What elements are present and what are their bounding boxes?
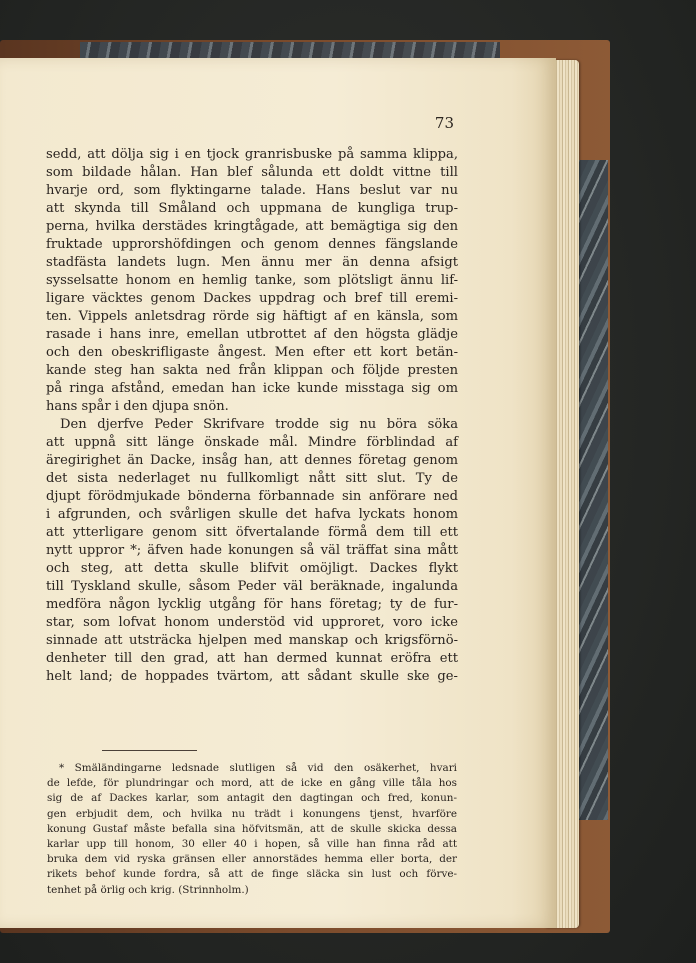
- text-line: till Tyskland skulle, såsom Peder väl beräknade, ingalunda: [46, 579, 458, 594]
- text-line: Den djerfve Peder Skrifvare trodde sig nu böra söka: [60, 417, 458, 432]
- text-line: ligare väcktes genom Dackes uppdrag och bref till eremi-: [46, 291, 458, 306]
- text-line: sinnade att utsträcka hjelpen med manskap och krigsförnö-: [46, 633, 458, 648]
- text-line: hvarje ord, som flyktingarne talade. Hans beslut var nu: [46, 183, 458, 198]
- footnote-line: sig de af Dackes karlar, som antagit den dagtingan och fred, konun-: [47, 792, 457, 805]
- footnote-line: gen erbjudit dem, och hvilka nu trädt i konungens tjenst, hvarföre: [47, 807, 457, 820]
- text-line: på ringa afstånd, emedan han icke kunde misstaga sig om: [46, 381, 458, 396]
- footnote-rule: [102, 750, 197, 751]
- book-page: [0, 58, 556, 928]
- text-line: i afgrunden, och svårligen skulle det hafva lyckats honom: [46, 507, 458, 522]
- text-line: medföra någon lycklig utgång för hans företag; ty de fur-: [46, 597, 458, 612]
- text-line: rasade i hans inre, emellan utbrottet af den högsta glädje: [46, 327, 458, 342]
- footnote-line: tenhet på örlig och krig. (Strinnholm.): [47, 883, 249, 896]
- page-number: 73: [434, 114, 454, 132]
- footnote-line: * Smäländingarne ledsnade slutligen så vid den osäkerhet, hvari: [59, 762, 457, 774]
- text-line: helt land; de hoppades tvärtom, att sådant skulle ske ge-: [46, 669, 458, 684]
- text-line: nytt uppror *; äfven hade konungen så väl träffat sina mått: [46, 543, 458, 558]
- text-line: ten. Vippels anletsdrag rörde sig häftigt af en känsla, som: [46, 309, 458, 324]
- text-line: äregirighet än Dacke, insåg han, att dennes företag genom: [46, 453, 458, 468]
- footnote-line: rikets behof kunde fordra, så att de finge släcka sin lust och förve-: [47, 868, 457, 881]
- text-line: och steg, att detta skulle blifvit omöjligt. Dackes flykt: [46, 561, 458, 576]
- text-line: fruktade upprorshöfdingen och genom dennes fängslande: [46, 237, 458, 252]
- text-line: denheter till den grad, att han dermed kunnat eröfra ett: [46, 651, 458, 666]
- text-line: som bildade hålan. Han blef sålunda ett doldt vittne till: [46, 165, 458, 180]
- text-line: hans spår i den djupa snön.: [46, 399, 229, 414]
- body-text: [46, 146, 458, 686]
- text-line: djupt förödmjukade bönderna förbannade sin anförare ned: [46, 489, 458, 504]
- footnote-line: de lefde, för plundringar och mord, att de icke en gång ville tåla hos: [47, 777, 457, 790]
- text-line: stadfästa landets lugn. Men ännu mer än denna afsigt: [46, 255, 458, 270]
- footnote-line: bruka dem vid ryska gränsen eller annorstädes hemma eller borta, der: [47, 853, 457, 866]
- footnote-line: karlar upp till honom, 30 eller 40 i hopen, så ville han finna råd att: [47, 837, 457, 850]
- text-line: sedd, att dölja sig i en tjock granrisbuske på samma klippa,: [46, 147, 458, 162]
- text-line: star, som lofvat honom understöd vid upproret, voro icke: [46, 615, 458, 630]
- footnote-line: konung Gustaf måste befalla sina höfvitsmän, att de skulle skicka dessa: [47, 822, 457, 835]
- text-line: det sista nederlaget nu fullkomligt nått sitt slut. Ty de: [46, 471, 458, 486]
- text-line: och den obeskrifligaste ångest. Men efter ett kort betän-: [46, 345, 458, 360]
- text-line: sysselsatte honom en hemlig tanke, som plötsligt ännu lif-: [46, 273, 458, 288]
- text-line: att ytterligare genom sitt öfvertalande förmå dem till ett: [46, 525, 458, 540]
- text-line: att skynda till Småland och uppmana de kungliga trup-: [46, 201, 458, 216]
- footnote: [47, 761, 457, 898]
- text-line: att uppnå sitt länge önskade mål. Mindre förblindad af: [46, 435, 458, 450]
- text-line: kande steg han sakta ned från klippan och följde presten: [46, 363, 458, 378]
- text-line: perna, hvilka derstädes kringtågade, att bemägtiga sig den: [46, 219, 458, 234]
- marbled-endpaper-top: [80, 42, 500, 58]
